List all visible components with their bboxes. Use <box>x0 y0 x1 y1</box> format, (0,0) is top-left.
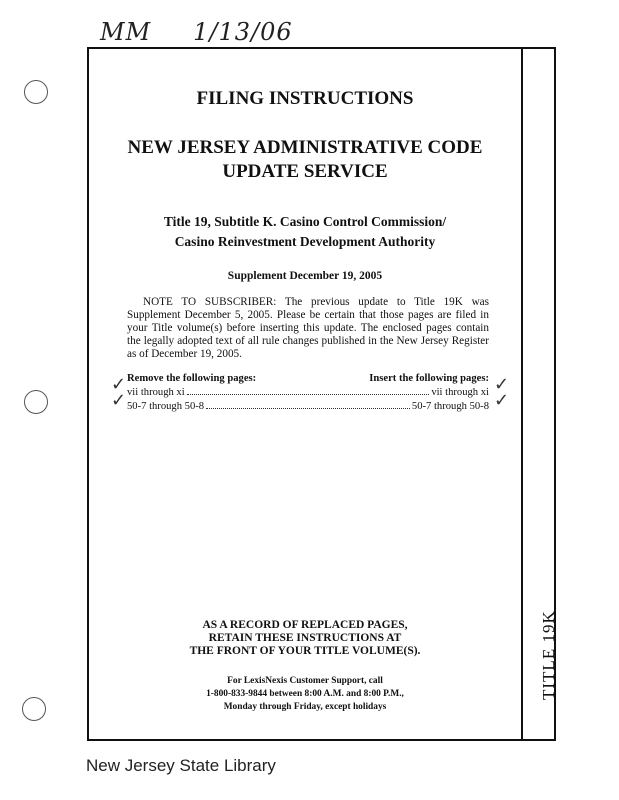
checkmark-icon: ✓ <box>494 390 510 411</box>
page-row <box>127 385 489 399</box>
note-to-subscriber: NOTE TO SUBSCRIBER: The previous update to Title 19K was Supplement December 5, 2005. Please be certain that those pages are filed in your Title volume(s) before inserting this update. The enclosed pages contain the legally adopted text of all rule changes published in the New Jersey Register as of December 19, 2005. <box>127 296 489 360</box>
punch-hole-top <box>24 80 48 104</box>
tab-label: TITLE 19K <box>539 610 558 700</box>
handwritten-initials: MM <box>100 18 152 46</box>
insert-pages: 50-7 through 50-8 <box>411 401 489 412</box>
checkmark-icon: ✓ <box>111 374 127 395</box>
page-table-header <box>127 372 489 385</box>
support-line-3: Monday through Friday, except holidays <box>223 702 387 712</box>
service-title-line-2: UPDATE SERVICE <box>222 161 388 182</box>
record-notice-line-2: RETAIN THESE INSTRUCTIONS AT <box>208 632 402 644</box>
record-notice-line-1: AS A RECORD OF REPLACED PAGES, <box>202 619 408 631</box>
insert-pages: vii through xi <box>431 387 489 398</box>
handwritten-date: 1/13/06 <box>193 18 293 46</box>
filing-instructions-heading: FILING INSTRUCTIONS <box>196 88 414 109</box>
subtitle-line-1: Title 19, Subtitle K. Casino Control Commission/ <box>163 214 447 229</box>
service-title <box>87 136 523 184</box>
remove-heading: Remove the following pages: <box>127 373 257 384</box>
punch-hole-middle <box>24 390 48 414</box>
support-line-1: For LexisNexis Customer Support, call <box>227 676 383 686</box>
punch-hole-bottom <box>22 697 46 721</box>
remove-pages: vii through xi <box>127 387 185 398</box>
dot-leader <box>187 385 430 395</box>
service-title-line-1: NEW JERSEY ADMINISTRATIVE CODE <box>127 137 483 158</box>
supplement-date: Supplement December 19, 2005 <box>227 270 383 282</box>
checkmark-icon: ✓ <box>111 390 127 411</box>
dot-leader <box>206 399 410 409</box>
record-notice <box>87 619 523 658</box>
support-line-2: 1-800-833-9844 between 8:00 A.M. and 8:00 P.M., <box>206 689 404 699</box>
page-replacement-table <box>127 372 489 413</box>
record-notice-line-3: THE FRONT OF YOUR TITLE VOLUME(S). <box>189 645 421 657</box>
checkmark-icon: ✓ <box>494 374 510 395</box>
page-row <box>127 399 489 413</box>
insert-heading: Insert the following pages: <box>369 373 489 384</box>
customer-support <box>87 675 523 714</box>
remove-pages: 50-7 through 50-8 <box>127 401 205 412</box>
subtitle-line-2: Casino Reinvestment Development Authority <box>174 234 436 249</box>
handwritten-annotation <box>100 18 293 46</box>
library-stamp: New Jersey State Library <box>86 756 276 775</box>
subtitle <box>87 212 523 252</box>
